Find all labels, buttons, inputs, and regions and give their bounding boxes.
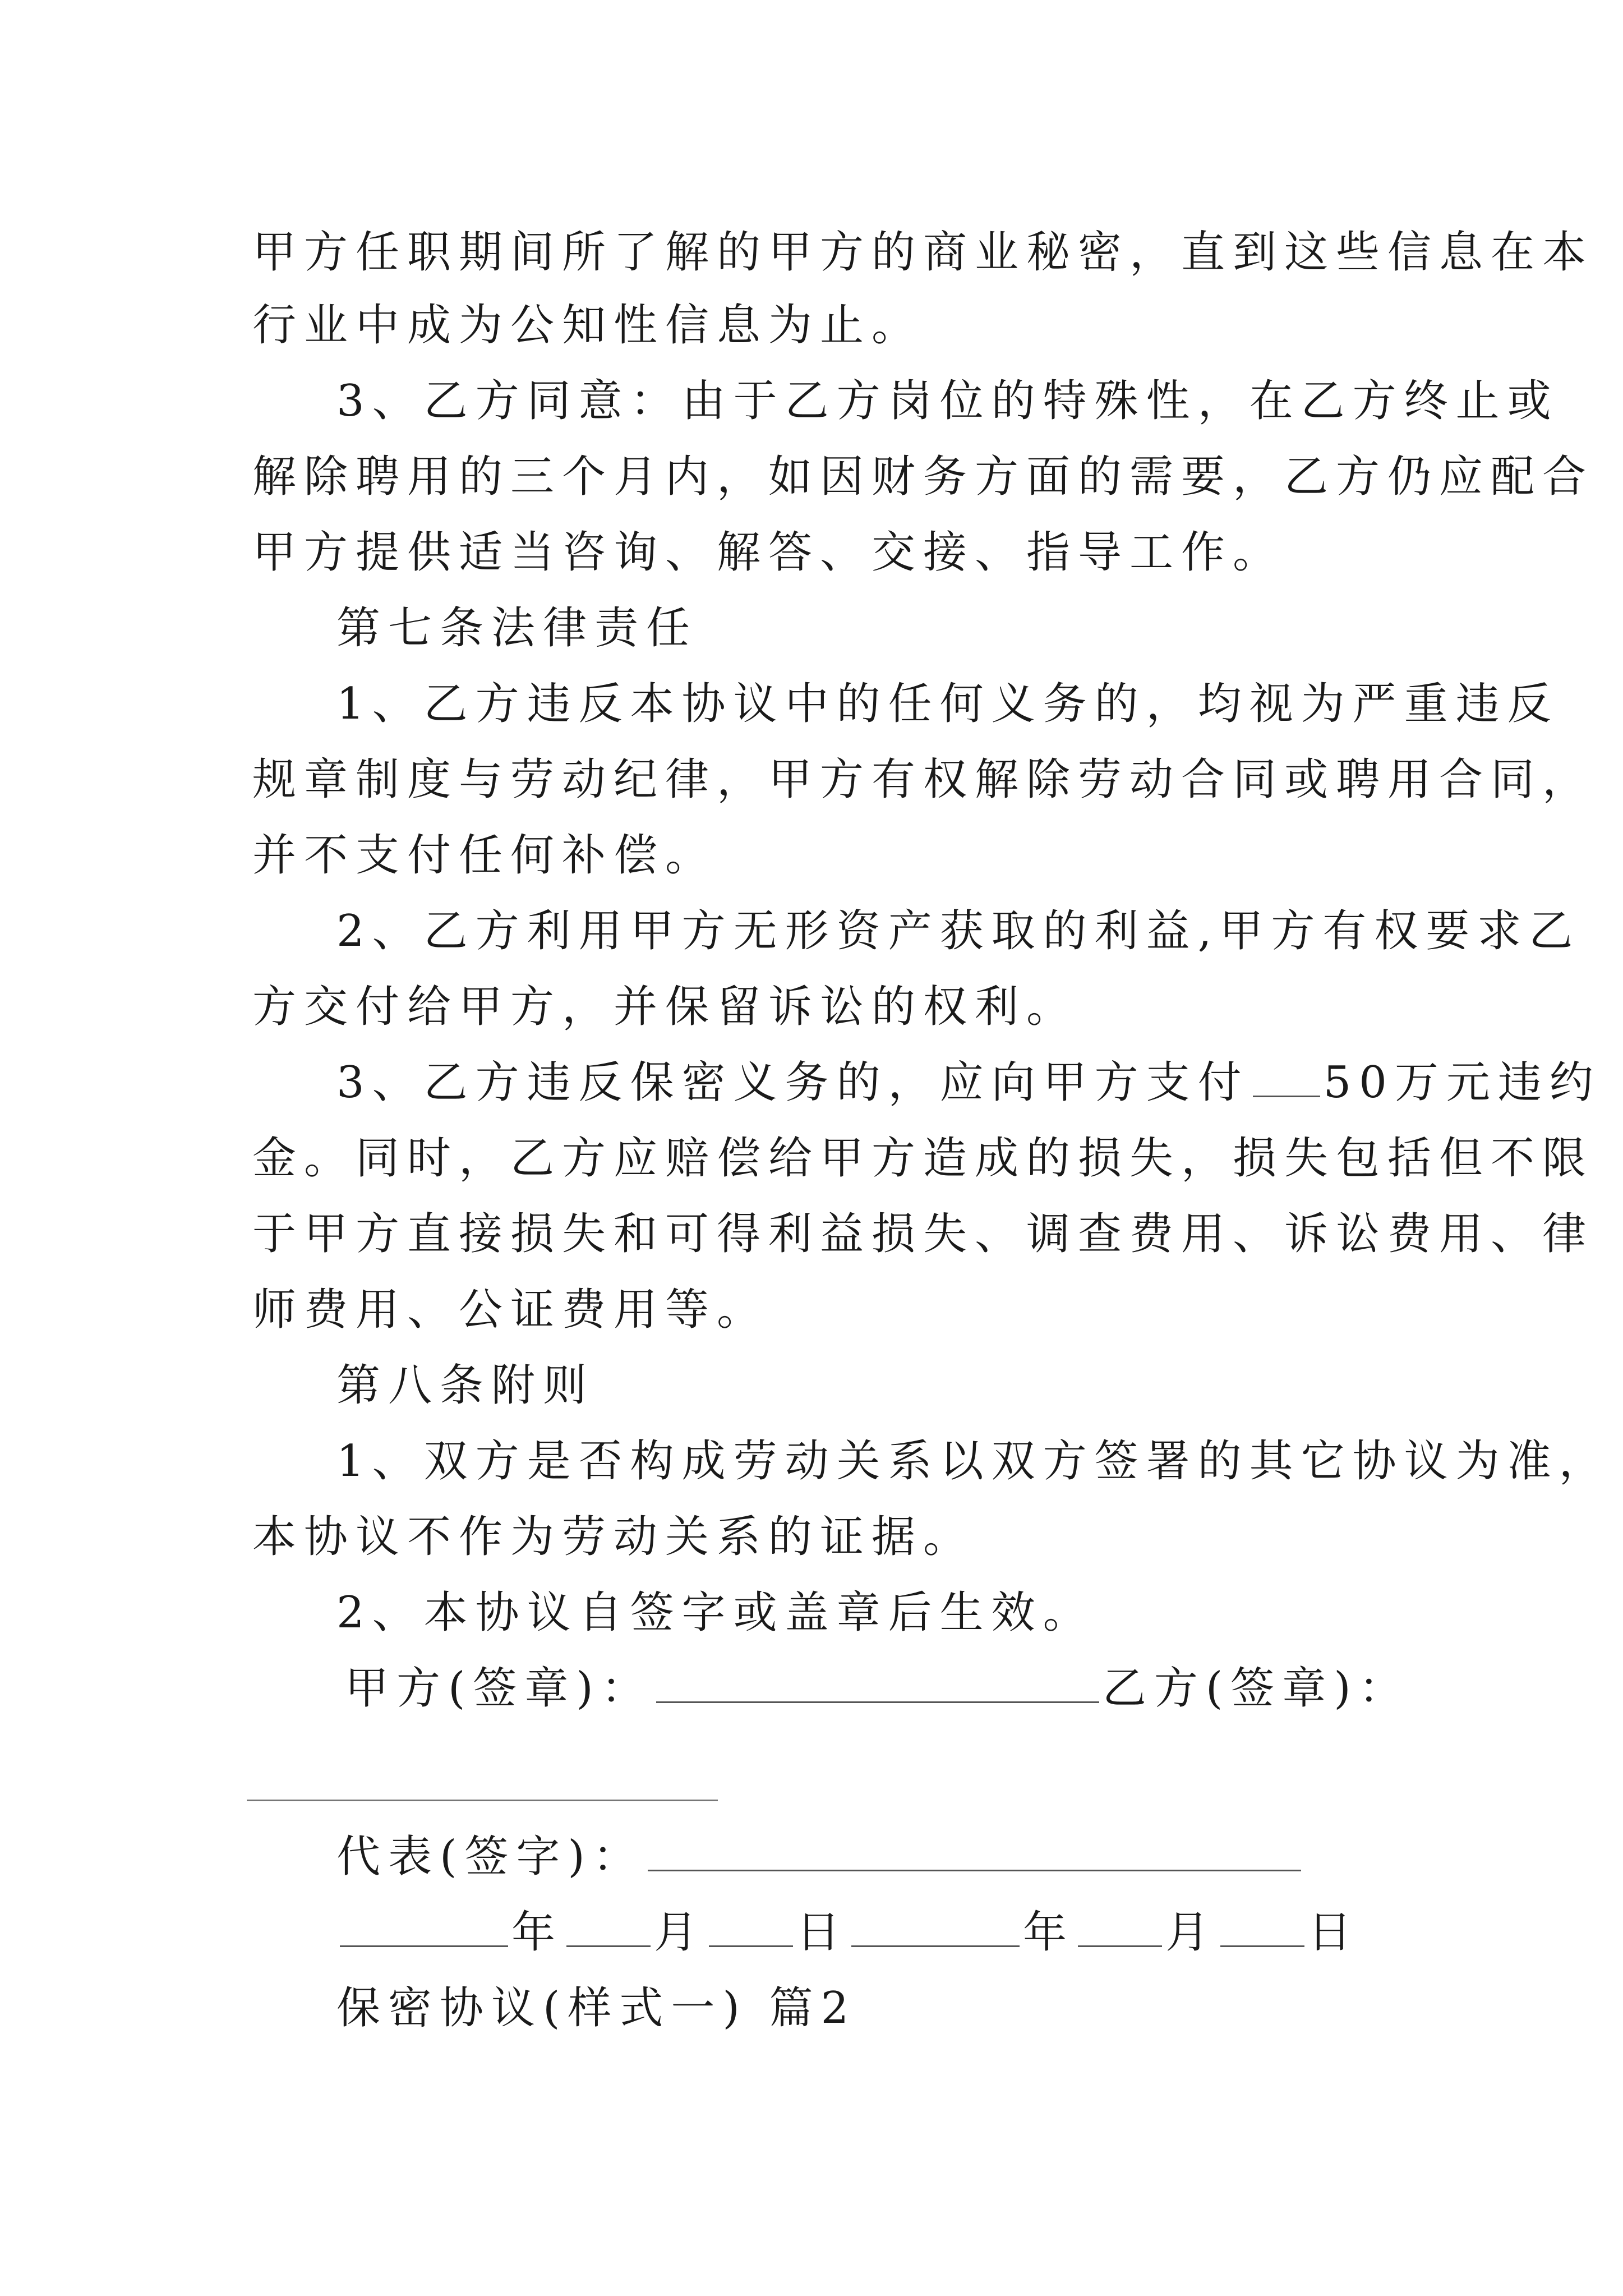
day-label: 日 [796, 1907, 849, 1958]
paragraph-line: 2、本协议自签字或盖章后生效。 [336, 1588, 1095, 1638]
year-blank [340, 1911, 508, 1947]
penalty-clause-text: 3、乙方违反保密义务的，应向甲方支付 [336, 1057, 1249, 1108]
month-label: 月 [654, 1907, 706, 1958]
paragraph-line: 并不支付任何补偿。 [252, 830, 717, 881]
year-label: 年 [1023, 1907, 1075, 1958]
party-b-signature-blank [247, 1800, 718, 1801]
next-section-title: 保密协议(样式一) 篇2 [336, 1983, 857, 2033]
paragraph-line: 规章制度与劳动纪律，甲方有权解除劳动合同或聘用合同， [252, 754, 1594, 805]
paragraph-line: 甲方提供适当咨询、解答、交接、指导工作。 [252, 527, 1285, 578]
article-heading: 第八条附则 [336, 1360, 595, 1411]
paragraph-line: 1、乙方违反本协议中的任何义务的，均视为严重违反 [336, 679, 1559, 729]
day-blank [709, 1911, 793, 1947]
year-label: 年 [511, 1907, 564, 1958]
paragraph-line: 于甲方直接损失和可得利益损失、调查费用、诉讼费用、律 [252, 1209, 1594, 1259]
date-row [336, 1904, 1359, 1961]
paragraph-line: 金。同时，乙方应赔偿给甲方造成的损失，损失包括但不限 [252, 1133, 1594, 1184]
paragraph-line: 3、乙方同意：由于乙方岗位的特殊性，在乙方终止或 [336, 376, 1559, 426]
paragraph-line: 师费用、公证费用等。 [252, 1285, 769, 1335]
party-a-signature-label: 甲方(签章)： [345, 1663, 653, 1714]
paragraph-line: 2、乙方利用甲方无形资产获取的利益,甲方有权要求乙 [336, 906, 1581, 956]
party-a-signature-blank [656, 1667, 1099, 1703]
paragraph-line [336, 1055, 1601, 1111]
representative-row [336, 1829, 1304, 1885]
paragraph-line: 方交付给甲方，并保留诉讼的权利。 [252, 982, 1078, 1032]
paragraph-line: 本协议不作为劳动关系的证据。 [252, 1512, 975, 1562]
paragraph-line: 甲方任职期间所了解的甲方的商业秘密，直到这些信息在本 [252, 227, 1594, 278]
paragraph-line: 1、双方是否构成劳动关系以双方签署的其它协议为准， [336, 1436, 1611, 1487]
day-blank [1220, 1911, 1304, 1947]
signature-row [345, 1660, 1410, 1717]
day-label: 日 [1308, 1907, 1360, 1958]
month-blank [1078, 1911, 1162, 1947]
paragraph-line: 解除聘用的三个月内，如因财务方面的需要，乙方仍应配合 [252, 452, 1594, 502]
representative-blank [648, 1835, 1301, 1871]
penalty-amount: 50万元违约 [1323, 1057, 1601, 1108]
year-blank [851, 1911, 1020, 1947]
fill-blank [1253, 1061, 1320, 1097]
month-blank [566, 1911, 651, 1947]
paragraph-line: 行业中成为公知性信息为止。 [252, 300, 924, 351]
representative-label: 代表(签字)： [336, 1832, 644, 1882]
month-label: 月 [1165, 1907, 1218, 1958]
party-b-signature-label: 乙方(签章)： [1102, 1663, 1410, 1714]
article-heading: 第七条法律责任 [336, 603, 698, 654]
